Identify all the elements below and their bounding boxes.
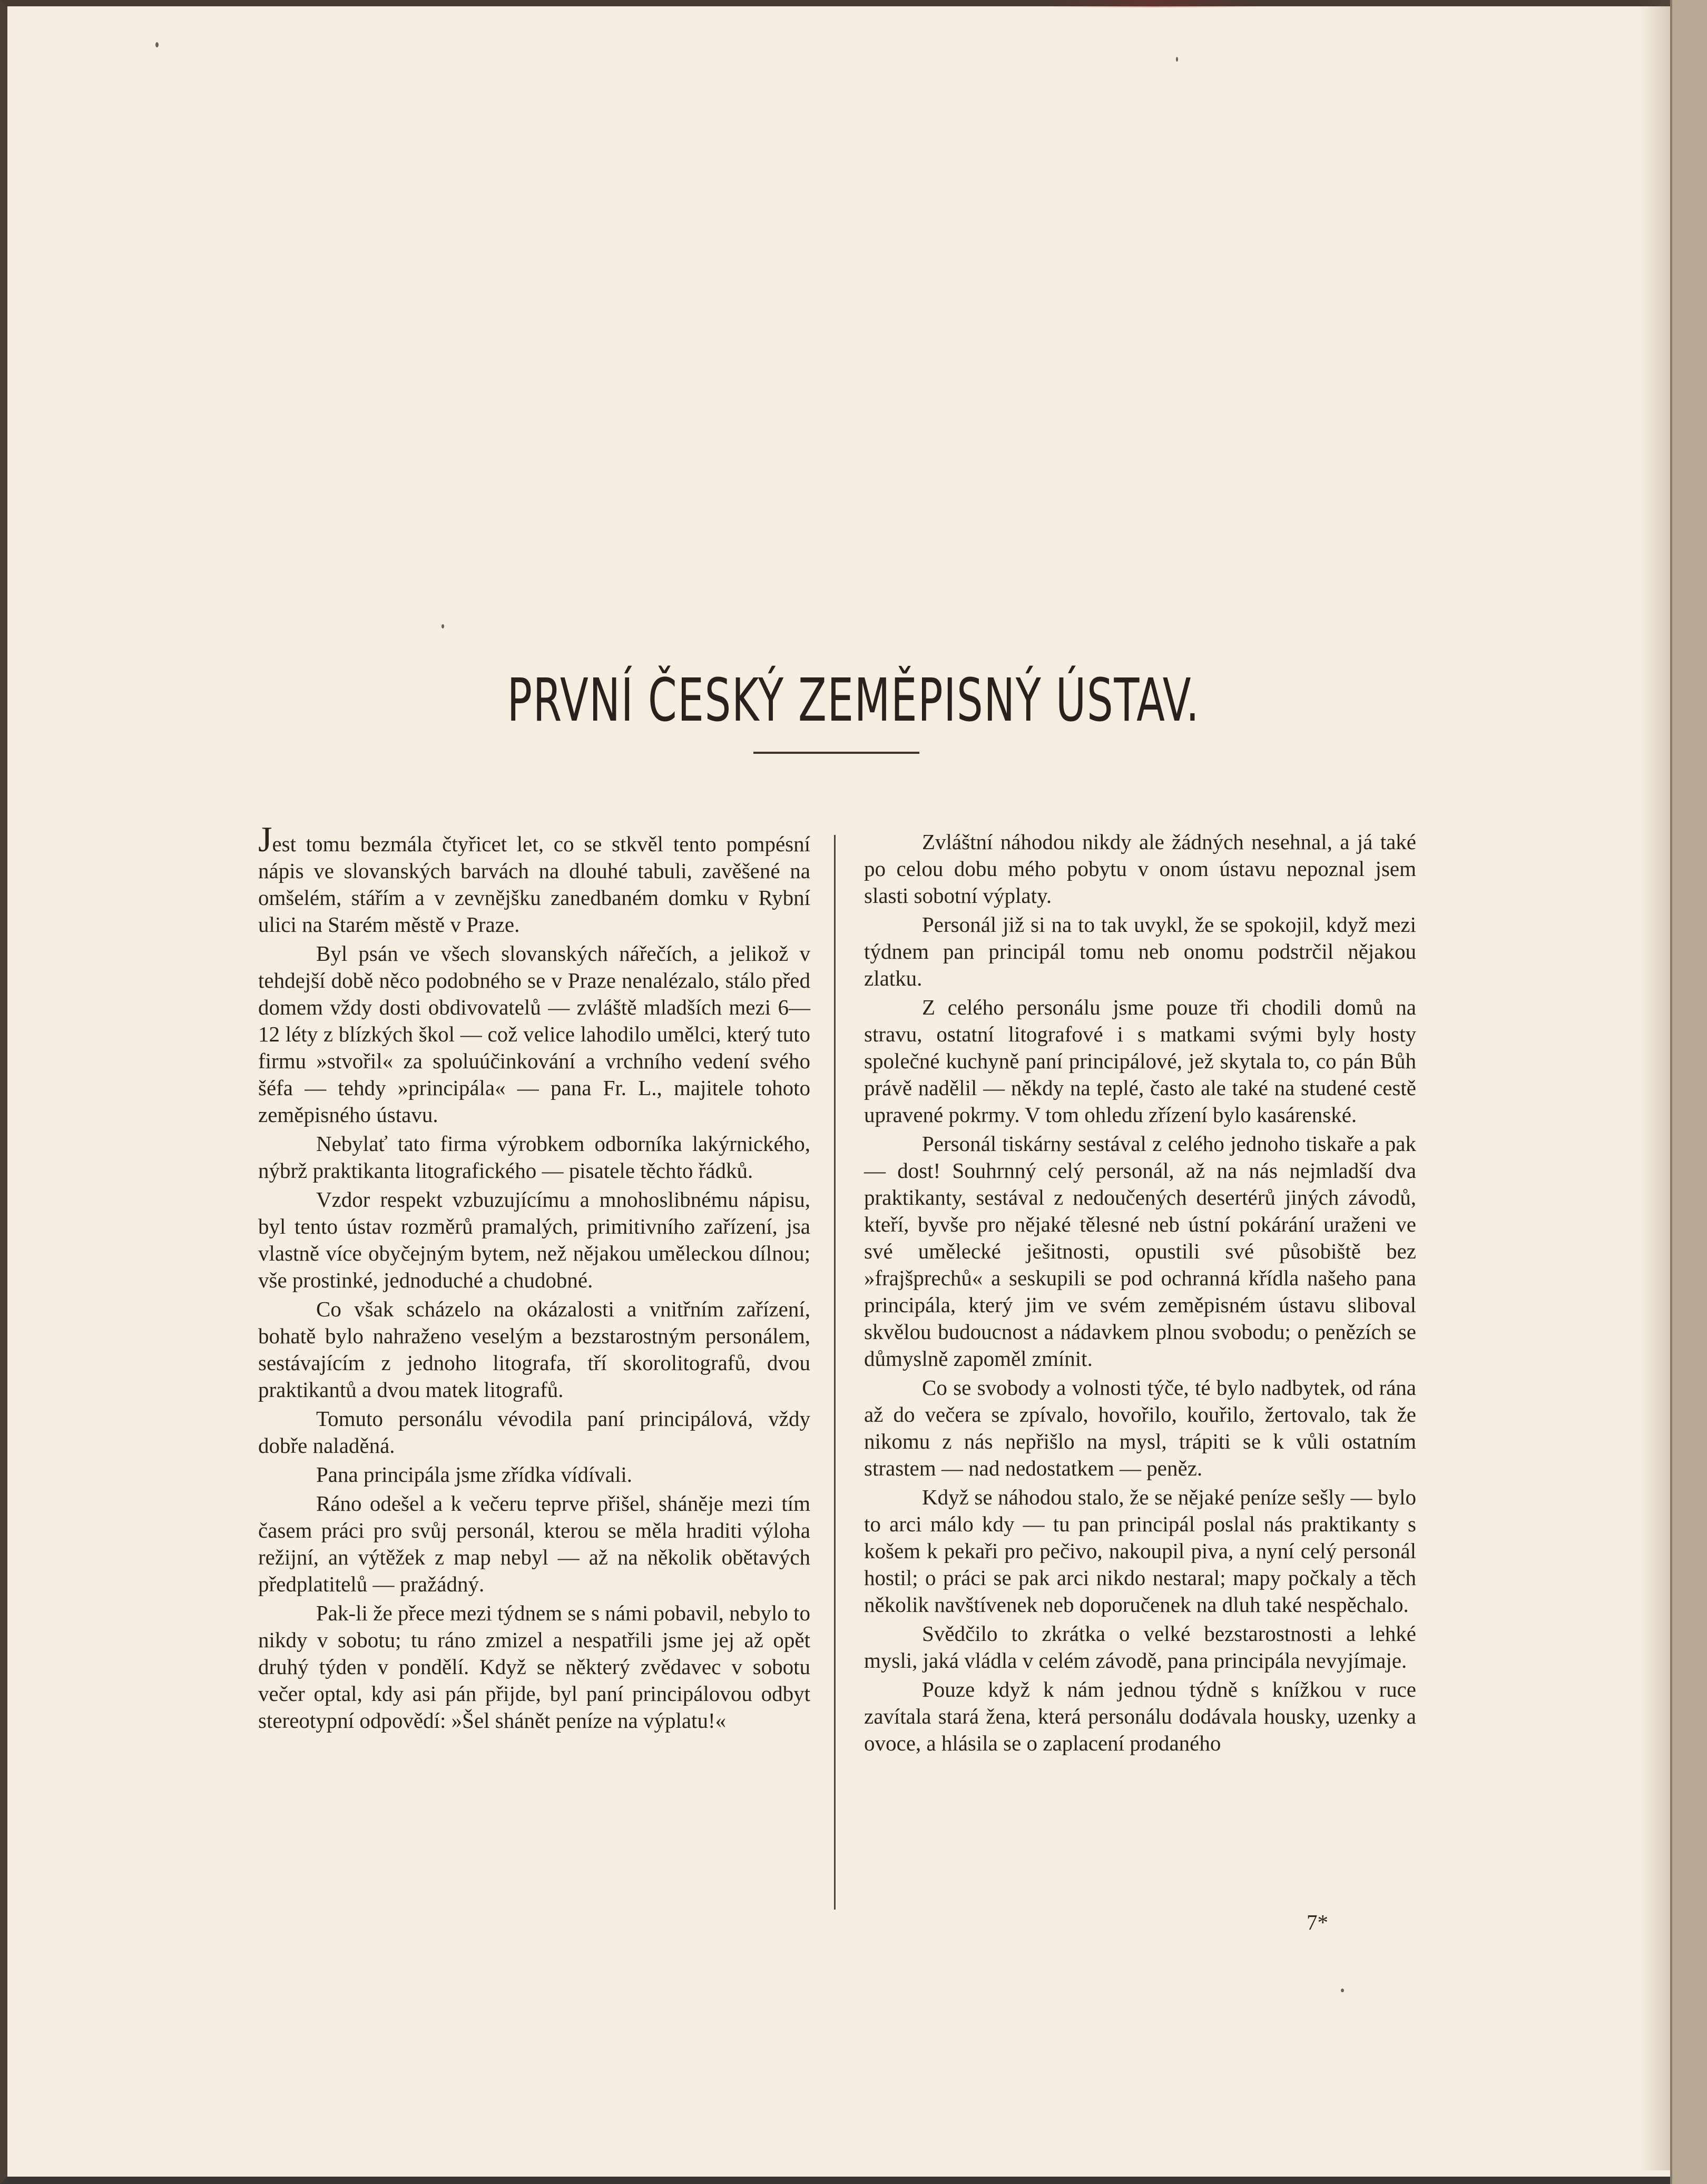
paragraph: Nebylať tato firma výrobkem odborníka lakýrnického, nýbrž praktikanta litografického — pisatele těchto řádků.: [258, 1132, 810, 1183]
paragraph: [258, 819, 810, 938]
page-edge-shadow: [1639, 0, 1670, 2170]
paragraph: Svědčilo to zkrátka o velké bezstarostnosti a lehké mysli, jaká vládla v celém závodě, pana principála nevyjímaje.: [864, 1621, 1416, 1673]
page-title: PRVNÍ ČESKÝ ZEMĚPISNÝ ÚSTAV.: [507, 666, 1200, 735]
paper-speck: [442, 624, 444, 628]
left-column: [258, 819, 810, 1736]
paragraph-text: est tomu bezmála čtyřicet let, co se stkvěl tento pompésní nápis ve slovanských barvách na dlouhé tabuli, zavěšené na omšelém, stářím a v zevnějšku zanedbaném domku v Rybní ulici na Starém městě v Praze.: [258, 832, 810, 937]
paragraph: Co se svobody a volnosti týče, té bylo nadbytek, od rána až do večera se zpívalo, hovořilo, kouřilo, žertovalo, tak že nikomu z nás nepřišlo na mysl, trápiti se k vůli ostatním strastem — nad nedostatkem — peněz.: [864, 1375, 1416, 1480]
paragraph: Vzdor respekt vzbuzujícímu a mnohoslibnému nápisu, byl tento ústav rozměrů pramalých, primitivního zařízení, jsa vlastně více obyčejným bytem, než nějakou uměleckou dílnou; vše prostinké, jednoduché a chudobné.: [258, 1187, 810, 1292]
paragraph: Pouze když k nám jednou týdně s knížkou v ruce zavítala stará žena, která personálu dodávala housky, uzenky a ovoce, a hlásila se o zaplacení prodaného: [864, 1677, 1416, 1755]
paper-speck: [1341, 1989, 1344, 1992]
paragraph: Pak-li že přece mezi týdnem se s námi pobavil, nebylo to nikdy v sobotu; tu ráno zmizel a nespatřili jsme jej až opět druhý týden v pondělí. Když se některý zvědavec v sobotu večer optal, kdy asi pán přijde, byl paní principálovou odbyt stereotypní odpovědí: »Šel shánět peníze na výplatu!«: [258, 1601, 810, 1733]
book-edge: [1670, 0, 1707, 2184]
drop-cap: J: [258, 819, 272, 859]
top-edge-stain: [1048, 0, 1259, 7]
paragraph: Ráno odešel a k večeru teprve přišel, sháněje mezi tím časem práci pro svůj personál, kterou se měla hraditi výloha režijní, an výtěžek z map nebyl — až na několik obětavých předplatitelů — pražádný.: [258, 1491, 810, 1596]
title-rule: [753, 752, 919, 754]
paper-speck: [1176, 57, 1178, 62]
paragraph: Byl psán ve všech slovanských nářečích, a jelikož v tehdejší době něco podobného se v Praze nenalézalo, stálo před domem vždy dosti obdivovatelů — zvláště mladších mezi 6—12 léty z blízkých škol — což velice lahodilo umělci, který tuto firmu »stvořil« za spoluúčinkování a vrchního vedení svého šéfa — tehdy »principála« — pana Fr. L., majitele tohoto zeměpisného ústavu.: [258, 941, 810, 1127]
right-column: [864, 829, 1416, 1759]
paragraph: Personál tiskárny sestával z celého jednoho tiskaře a pak — dost! Souhrnný celý personál, až na nás nejmladší dva praktikanty, sestával z nedoučených desertérů jiných závodů, kteří, byvše pro nějaké tělesné neb ústní pokárání uraženi ve své umělecké ješitnosti, opustili své působiště bez »frajšprechů« a seskupili se pod ochranná křídla našeho pana principála, který jim ve svém zeměpisném ústavu sliboval skvělou budoucnost a nádavkem plnou svobodu; o penězích se důmyslně zapoměl zmínit.: [864, 1132, 1416, 1371]
signature-mark: 7*: [1307, 1910, 1328, 1934]
paragraph: Když se náhodou stalo, že se nějaké peníze sešly — bylo to arci málo kdy — tu pan principál poslal nás praktikanty s košem k pekaři pro pečivo, nakoupil piva, a nyní celý personál hostil; o práci se pak arci nikdo nestaral; mapy počkaly a těch několik navštívenek neb doporučenek na dluh také nespěchalo.: [864, 1485, 1416, 1617]
paragraph: Pana principála jsme zřídka vídívali.: [316, 1462, 633, 1487]
paragraph: Tomuto personálu vévodila paní principálová, vždy dobře naladěná.: [258, 1406, 810, 1458]
paragraph: Co však scházelo na okázalosti a vnitřním zařízení, bohatě bylo nahraženo veselým a bezstarostným personálem, sestávajícím z jednoho litografa, tří skorolitografů, dvou praktikantů a dvou matek litografů.: [258, 1297, 810, 1402]
paragraph: Personál již si na to tak uvykl, že se spokojil, když mezi týdnem pan principál tomu neb onomu podstrčil nějakou zlatku.: [864, 912, 1416, 990]
paragraph: Z celého personálu jsme pouze tři chodili domů na stravu, ostatní litografové i s matkami svými byly hosty společné kuchyně paní principálové, jež skytala to, co pán Bůh právě nadělil — někdy na teplé, často ale také na studené cestě upravené pokrmy. V tom ohledu zřízení bylo kasárenské.: [864, 995, 1416, 1127]
paper-speck: [155, 42, 159, 47]
column-divider: [834, 835, 836, 1910]
paragraph: Zvláštní náhodou nikdy ale žádných nesehnal, a já také po celou dobu mého pobytu v onom ústavu nepoznal jsem slasti sobotní výplaty.: [864, 830, 1416, 908]
